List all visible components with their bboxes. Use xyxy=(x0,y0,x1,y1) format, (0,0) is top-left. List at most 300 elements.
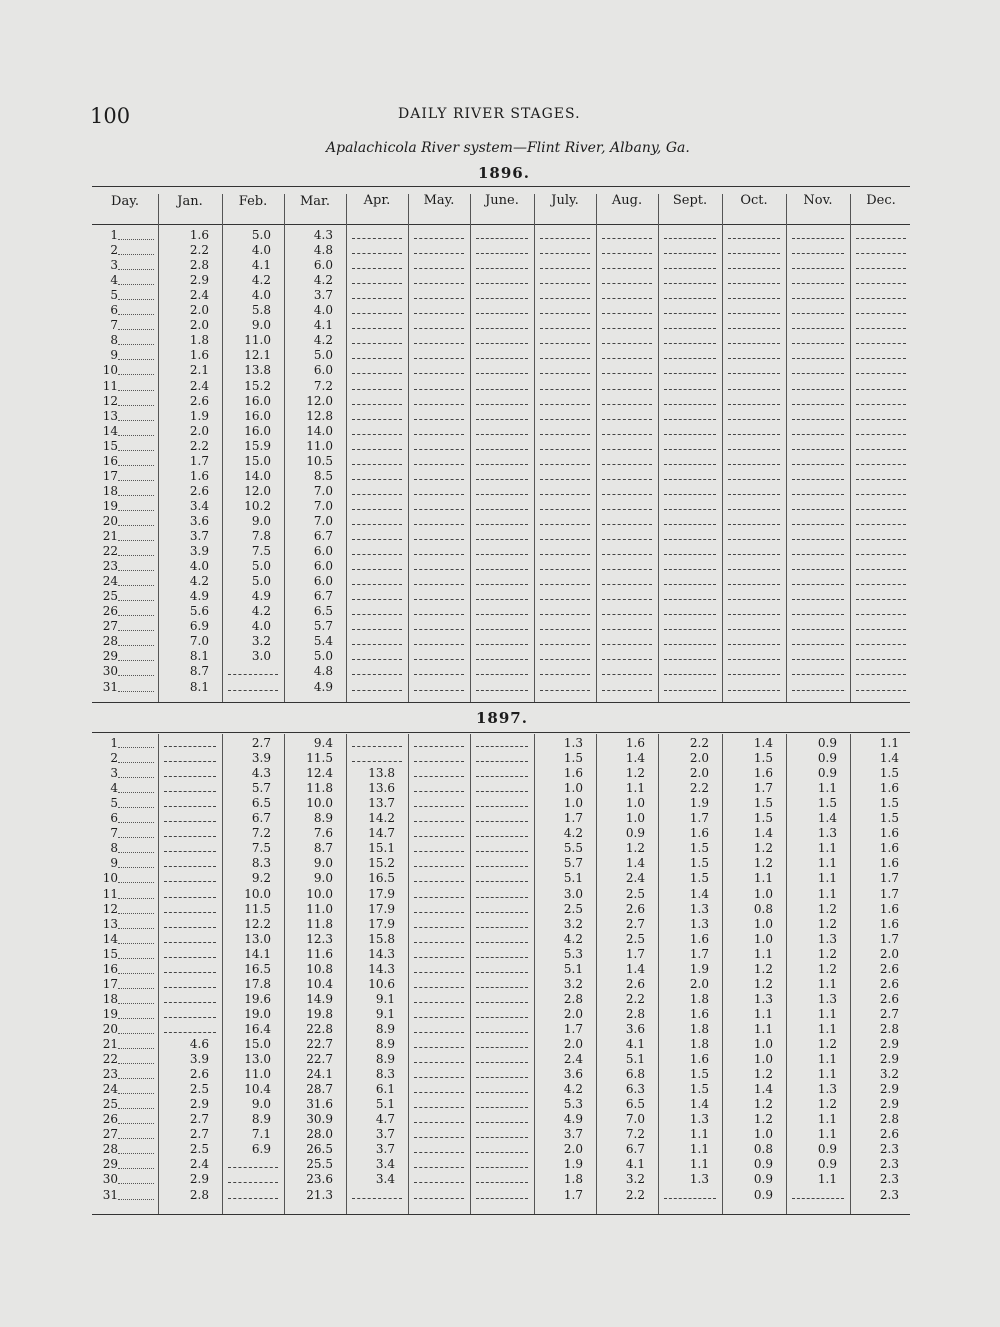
empty-cell xyxy=(540,238,590,239)
stage-value: 15.9 xyxy=(244,438,271,453)
stage-value: 1.8 xyxy=(563,1172,583,1187)
empty-cell xyxy=(352,524,402,525)
empty-cell xyxy=(792,599,844,600)
empty-cell xyxy=(476,1198,528,1199)
leader-dots xyxy=(118,1078,154,1079)
empty-cell xyxy=(352,419,402,420)
stage-value: 5.0 xyxy=(251,559,271,574)
stage-value: 7.5 xyxy=(251,841,271,856)
stage-value: 2.0 xyxy=(689,766,709,781)
stage-value: 2.8 xyxy=(563,991,583,1006)
table-bottom-rule xyxy=(92,702,910,703)
stage-value: 3.4 xyxy=(375,1157,395,1172)
stage-value: 1.6 xyxy=(189,468,209,483)
empty-cell xyxy=(164,806,216,807)
empty-cell xyxy=(540,524,590,525)
empty-cell xyxy=(856,479,906,480)
empty-cell xyxy=(414,1002,464,1003)
leader-dots xyxy=(118,435,154,436)
stage-value: 13.7 xyxy=(368,796,395,811)
stage-value: 1.7 xyxy=(625,946,645,961)
stage-value: 2.0 xyxy=(879,946,899,961)
stage-value: 2.0 xyxy=(563,1037,583,1051)
empty-cell xyxy=(664,268,716,269)
leader-dots xyxy=(118,837,154,838)
stage-value: 1.3 xyxy=(817,1082,837,1097)
stage-value: 6.0 xyxy=(313,258,333,273)
empty-cell xyxy=(476,1152,528,1153)
leader-dots xyxy=(118,792,154,793)
empty-cell xyxy=(414,1122,464,1123)
stage-value: 1.5 xyxy=(879,811,899,826)
empty-cell xyxy=(476,851,528,852)
leader-dots xyxy=(118,269,154,270)
empty-cell xyxy=(602,629,652,630)
day-label: 7 xyxy=(110,318,118,333)
stage-value: 1.7 xyxy=(563,1187,583,1202)
stage-value: 3.4 xyxy=(375,1172,395,1187)
empty-cell xyxy=(476,343,528,344)
empty-cell xyxy=(352,569,402,570)
stage-value: 8.9 xyxy=(375,1021,395,1036)
day-label: 4 xyxy=(110,273,118,288)
stage-value: 1.1 xyxy=(817,1067,837,1082)
empty-cell xyxy=(728,253,780,254)
empty-cell xyxy=(414,554,464,555)
empty-cell xyxy=(476,972,528,973)
column-header: June. xyxy=(485,193,519,208)
day-label: 26 xyxy=(102,1112,118,1127)
stage-value: 1.7 xyxy=(189,453,209,468)
stage-value: 15.2 xyxy=(244,378,271,393)
empty-cell xyxy=(414,776,464,777)
empty-cell xyxy=(856,313,906,314)
stage-value: 5.7 xyxy=(313,619,333,634)
stage-value: 10.2 xyxy=(244,498,271,513)
empty-cell xyxy=(856,659,906,660)
stage-value: 1.5 xyxy=(879,766,899,781)
empty-cell xyxy=(540,373,590,374)
empty-cell xyxy=(414,1077,464,1078)
empty-cell xyxy=(540,358,590,359)
stage-value: 1.4 xyxy=(625,856,645,871)
leader-dots xyxy=(118,988,154,989)
empty-cell xyxy=(728,539,780,540)
day-label: 29 xyxy=(102,649,118,664)
empty-cell xyxy=(792,283,844,284)
stage-value: 1.2 xyxy=(817,916,837,931)
stage-value: 23.6 xyxy=(306,1172,333,1187)
empty-cell xyxy=(792,404,844,405)
stage-value: 1.2 xyxy=(753,1067,773,1082)
empty-cell xyxy=(414,509,464,510)
column-header: Dec. xyxy=(866,193,896,208)
column-rule xyxy=(722,194,723,702)
empty-cell xyxy=(476,746,528,747)
stage-value: 2.7 xyxy=(189,1112,209,1127)
stage-value: 6.0 xyxy=(313,559,333,574)
empty-cell xyxy=(728,674,780,675)
stage-value: 15.1 xyxy=(368,841,395,856)
stage-value: 1.4 xyxy=(689,886,709,901)
leader-dots xyxy=(118,822,154,823)
stage-value: 8.9 xyxy=(251,1112,271,1127)
stage-value: 17.9 xyxy=(368,901,395,916)
empty-cell xyxy=(540,253,590,254)
stage-value: 0.9 xyxy=(817,751,837,766)
empty-cell xyxy=(792,690,844,691)
empty-cell xyxy=(540,434,590,435)
stage-value: 1.3 xyxy=(817,991,837,1006)
stage-value: 1.6 xyxy=(689,826,709,841)
empty-cell xyxy=(602,464,652,465)
empty-cell xyxy=(352,298,402,299)
empty-cell xyxy=(540,659,590,660)
stage-value: 19.0 xyxy=(244,1006,271,1021)
leader-dots xyxy=(118,1063,154,1064)
stage-value: 2.5 xyxy=(563,901,583,916)
empty-cell xyxy=(856,283,906,284)
stage-value: 22.7 xyxy=(306,1052,333,1067)
column-rule xyxy=(470,194,471,702)
day-label: 28 xyxy=(102,1142,118,1157)
stage-value: 14.3 xyxy=(368,961,395,976)
day-label: 10 xyxy=(102,363,118,378)
empty-cell xyxy=(664,644,716,645)
stage-value: 10.4 xyxy=(306,976,333,991)
leader-dots xyxy=(118,1033,154,1034)
stage-value: 7.1 xyxy=(251,1127,271,1142)
empty-cell xyxy=(476,987,528,988)
empty-cell xyxy=(476,791,528,792)
stage-value: 8.9 xyxy=(313,811,333,826)
stage-value: 7.2 xyxy=(625,1127,645,1142)
empty-cell xyxy=(856,298,906,299)
stage-value: 2.0 xyxy=(189,318,209,333)
empty-cell xyxy=(414,539,464,540)
stage-value: 1.0 xyxy=(753,1037,773,1051)
empty-cell xyxy=(352,268,402,269)
empty-cell xyxy=(352,674,402,675)
leader-dots xyxy=(118,1199,154,1200)
empty-cell xyxy=(792,313,844,314)
stage-value: 2.3 xyxy=(879,1157,899,1172)
empty-cell xyxy=(602,419,652,420)
stage-value: 1.2 xyxy=(817,1037,837,1051)
stage-value: 17.9 xyxy=(368,886,395,901)
empty-cell xyxy=(856,539,906,540)
stage-value: 4.0 xyxy=(189,559,209,574)
column-rule xyxy=(786,194,787,702)
stage-value: 5.7 xyxy=(563,856,583,871)
stage-value: 1.9 xyxy=(689,961,709,976)
stage-value: 1.5 xyxy=(563,751,583,766)
leader-dots xyxy=(118,958,154,959)
stage-value: 6.0 xyxy=(313,544,333,559)
leader-dots xyxy=(118,1153,154,1154)
stage-value: 14.0 xyxy=(306,423,333,438)
empty-cell xyxy=(540,449,590,450)
empty-cell xyxy=(856,358,906,359)
empty-cell xyxy=(602,268,652,269)
empty-cell xyxy=(414,584,464,585)
stage-value: 14.3 xyxy=(368,946,395,961)
empty-cell xyxy=(728,524,780,525)
empty-cell xyxy=(602,584,652,585)
empty-cell xyxy=(856,373,906,374)
leader-dots xyxy=(118,390,154,391)
empty-cell xyxy=(414,1092,464,1093)
stage-value: 1.1 xyxy=(879,736,899,750)
empty-cell xyxy=(476,1107,528,1108)
stage-value: 2.1 xyxy=(189,363,209,378)
empty-cell xyxy=(476,821,528,822)
leader-dots xyxy=(118,570,154,571)
stage-value: 1.6 xyxy=(879,826,899,841)
day-label: 8 xyxy=(110,841,118,856)
stage-value: 7.2 xyxy=(251,826,271,841)
stage-value: 7.0 xyxy=(313,483,333,498)
stage-value: 10.0 xyxy=(306,796,333,811)
empty-cell xyxy=(540,554,590,555)
leader-dots xyxy=(118,882,154,883)
empty-cell xyxy=(602,479,652,480)
empty-cell xyxy=(540,479,590,480)
stage-value: 7.0 xyxy=(189,634,209,649)
stage-value: 1.5 xyxy=(689,841,709,856)
stage-value: 2.7 xyxy=(625,916,645,931)
stage-value: 4.2 xyxy=(189,574,209,589)
stage-value: 15.2 xyxy=(368,856,395,871)
stage-value: 5.5 xyxy=(563,841,583,856)
empty-cell xyxy=(728,464,780,465)
stage-value: 2.5 xyxy=(189,1082,209,1097)
stage-value: 0.8 xyxy=(753,901,773,916)
stage-value: 6.0 xyxy=(313,574,333,589)
empty-cell xyxy=(856,238,906,239)
column-header: Apr. xyxy=(363,193,391,208)
stage-value: 4.2 xyxy=(563,931,583,946)
day-label: 9 xyxy=(110,856,118,871)
column-rule xyxy=(408,194,409,702)
stage-value: 10.0 xyxy=(306,886,333,901)
stage-value: 10.6 xyxy=(368,976,395,991)
column-header: May. xyxy=(423,193,455,208)
stage-value: 2.2 xyxy=(625,1187,645,1202)
empty-cell xyxy=(540,343,590,344)
stage-value: 11.5 xyxy=(244,901,271,916)
stage-value: 1.6 xyxy=(189,228,209,242)
empty-cell xyxy=(664,449,716,450)
empty-cell xyxy=(728,614,780,615)
stage-value: 0.9 xyxy=(753,1187,773,1202)
empty-cell xyxy=(414,1017,464,1018)
empty-cell xyxy=(602,343,652,344)
stage-value: 1.3 xyxy=(817,826,837,841)
empty-cell xyxy=(164,866,216,867)
empty-cell xyxy=(476,449,528,450)
stage-value: 7.6 xyxy=(313,826,333,841)
empty-cell xyxy=(664,434,716,435)
day-label: 15 xyxy=(102,946,118,961)
day-label: 13 xyxy=(102,408,118,423)
stage-value: 1.5 xyxy=(689,856,709,871)
empty-cell xyxy=(476,238,528,239)
stage-value: 4.3 xyxy=(251,766,271,781)
empty-cell xyxy=(352,629,402,630)
stage-value: 9.0 xyxy=(251,513,271,528)
stage-value: 9.2 xyxy=(251,871,271,886)
empty-cell xyxy=(352,644,402,645)
stage-value: 1.6 xyxy=(879,901,899,916)
empty-cell xyxy=(352,389,402,390)
empty-cell xyxy=(164,791,216,792)
empty-cell xyxy=(476,373,528,374)
leader-dots xyxy=(118,660,154,661)
empty-cell xyxy=(792,238,844,239)
stage-value: 8.3 xyxy=(251,856,271,871)
stage-value: 1.0 xyxy=(753,931,773,946)
stage-value: 1.6 xyxy=(753,766,773,781)
day-label: 1 xyxy=(110,228,118,242)
empty-cell xyxy=(664,659,716,660)
empty-cell xyxy=(664,464,716,465)
day-label: 28 xyxy=(102,634,118,649)
stage-value: 1.6 xyxy=(879,916,899,931)
column-rule xyxy=(408,734,409,1214)
stage-value: 6.5 xyxy=(251,796,271,811)
stage-value: 4.2 xyxy=(313,333,333,348)
empty-cell xyxy=(476,524,528,525)
empty-cell xyxy=(728,690,780,691)
empty-cell xyxy=(728,659,780,660)
leader-dots xyxy=(118,777,154,778)
stage-value: 3.9 xyxy=(189,544,209,559)
empty-cell xyxy=(352,659,402,660)
stage-value: 2.7 xyxy=(251,736,271,750)
stage-value: 0.9 xyxy=(625,826,645,841)
stage-value: 1.0 xyxy=(625,796,645,811)
stage-value: 4.0 xyxy=(251,288,271,303)
empty-cell xyxy=(792,479,844,480)
leader-dots xyxy=(118,299,154,300)
stage-value: 4.8 xyxy=(313,243,333,258)
stage-value: 1.4 xyxy=(625,961,645,976)
stage-value: 1.0 xyxy=(753,1127,773,1142)
stage-value: 2.9 xyxy=(189,273,209,288)
stage-value: 1.0 xyxy=(563,781,583,796)
stage-value: 10.8 xyxy=(306,961,333,976)
empty-cell xyxy=(476,464,528,465)
stage-value: 13.0 xyxy=(244,1052,271,1067)
empty-cell xyxy=(664,690,716,691)
leader-dots xyxy=(118,329,154,330)
day-label: 25 xyxy=(102,1097,118,1112)
day-label: 12 xyxy=(102,901,118,916)
leader-dots xyxy=(118,1183,154,1184)
empty-cell xyxy=(164,957,216,958)
stage-value: 1.7 xyxy=(753,781,773,796)
stage-value: 1.1 xyxy=(689,1157,709,1172)
stage-value: 0.9 xyxy=(817,1142,837,1157)
empty-cell xyxy=(602,659,652,660)
stage-value: 2.0 xyxy=(689,751,709,766)
column-header: Feb. xyxy=(238,194,268,209)
empty-cell xyxy=(476,806,528,807)
stage-value: 13.6 xyxy=(368,781,395,796)
stage-value: 0.9 xyxy=(753,1157,773,1172)
empty-cell xyxy=(792,569,844,570)
day-label: 19 xyxy=(102,498,118,513)
stage-value: 2.8 xyxy=(625,1006,645,1021)
column-rule xyxy=(346,194,347,702)
leader-dots xyxy=(118,314,154,315)
empty-cell xyxy=(352,434,402,435)
stage-value: 1.7 xyxy=(563,1021,583,1036)
empty-cell xyxy=(228,1182,278,1183)
stage-value: 2.6 xyxy=(879,1127,899,1142)
stage-value: 1.1 xyxy=(817,1127,837,1142)
empty-cell xyxy=(414,464,464,465)
day-label: 13 xyxy=(102,916,118,931)
empty-cell xyxy=(352,283,402,284)
day-label: 3 xyxy=(110,766,118,781)
empty-cell xyxy=(602,569,652,570)
empty-cell xyxy=(414,881,464,882)
day-label: 18 xyxy=(102,991,118,1006)
stage-value: 6.7 xyxy=(313,589,333,604)
stage-value: 1.6 xyxy=(189,348,209,363)
stage-value: 14.0 xyxy=(244,468,271,483)
stage-value: 11.5 xyxy=(306,751,333,766)
empty-cell xyxy=(792,343,844,344)
stage-value: 1.9 xyxy=(563,1157,583,1172)
stage-value: 11.8 xyxy=(306,781,333,796)
stage-value: 8.5 xyxy=(313,468,333,483)
stage-value: 2.7 xyxy=(189,1127,209,1142)
stage-value: 6.3 xyxy=(625,1082,645,1097)
stage-value: 12.3 xyxy=(306,931,333,946)
empty-cell xyxy=(352,449,402,450)
day-label: 20 xyxy=(102,513,118,528)
empty-cell xyxy=(476,912,528,913)
empty-cell xyxy=(792,268,844,269)
stage-value: 5.6 xyxy=(189,604,209,619)
empty-cell xyxy=(414,836,464,837)
stage-value: 6.5 xyxy=(625,1097,645,1112)
stage-value: 15.0 xyxy=(244,1037,271,1051)
stage-value: 3.0 xyxy=(563,886,583,901)
empty-cell xyxy=(728,434,780,435)
empty-cell xyxy=(414,1062,464,1063)
empty-cell xyxy=(664,358,716,359)
stage-value: 4.9 xyxy=(189,589,209,604)
empty-cell xyxy=(164,972,216,973)
section-rule xyxy=(92,732,910,733)
stage-value: 5.7 xyxy=(251,781,271,796)
stage-value: 2.9 xyxy=(879,1037,899,1051)
stage-value: 4.2 xyxy=(313,273,333,288)
column-header: July. xyxy=(551,193,579,208)
empty-cell xyxy=(728,479,780,480)
empty-cell xyxy=(228,690,278,691)
stage-value: 3.2 xyxy=(563,976,583,991)
day-label: 29 xyxy=(102,1157,118,1172)
empty-cell xyxy=(476,539,528,540)
stage-value: 6.7 xyxy=(251,811,271,826)
stage-value: 1.1 xyxy=(817,781,837,796)
empty-cell xyxy=(602,674,652,675)
